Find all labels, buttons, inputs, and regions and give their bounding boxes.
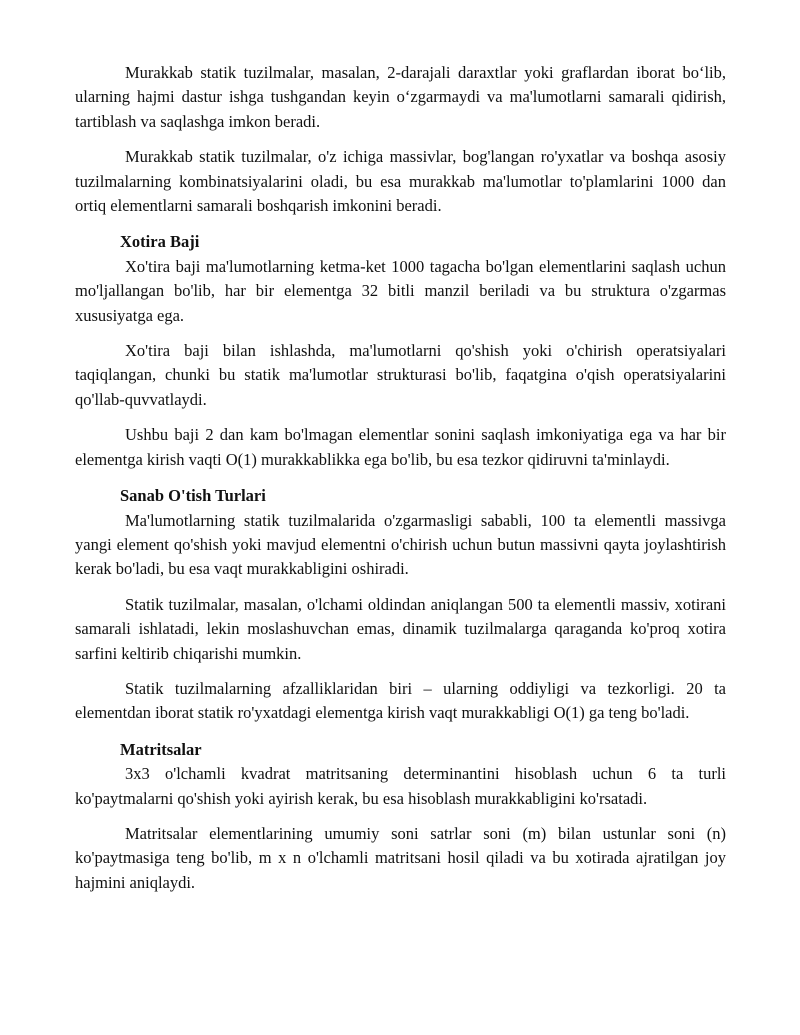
intro-paragraph-1: Murakkab statik tuzilmalar, masalan, 2-darajali daraxtlar yoki graflardan iborat bo‘lib, ularning hajmi dastur ishga tushgandan keyin o‘zgarmaydi va ma'lumotlarni samarali qidirish, tartiblash va saqlashga imkon beradi. bbox=[75, 63, 726, 131]
section-paragraph: Ushbu baji 2 dan kam bo'lmagan elementlar sonini saqlash imkoniyatiga ega va har bir elementga kirish vaqti O(1) murakkablikka ega bo'lib, bu esa tezkor qidiruvni ta'minlaydi. bbox=[75, 425, 726, 469]
section-paragraph: Statik tuzilmalar, masalan, o'lchami oldindan aniqlangan 500 ta elementli massiv, xotirani samarali ishlatadi, lekin moslashuvchan emas, dinamik tuzilmalarga qaraganda ko'proq xotira sarfini keltirib chiqarishi mumkin. bbox=[75, 594, 726, 663]
intro-paragraph-2: Murakkab statik tuzilmalar, o'z ichiga massivlar, bog'langan ro'yxatlar va boshqa asosiy tuzilmalarning kombinatsiyalarini oladi, bu esa murakkab ma'lumotlar to'plamlarini 1000 dan ortiq elementlarni samarali boshqarish imkonini beradi. bbox=[75, 147, 726, 216]
section-heading-matritsalar: Matritsalar bbox=[120, 739, 202, 759]
section-paragraph: Xo'tira baji bilan ishlashda, ma'lumotlarni qo'shish yoki o'chirish operatsiyalari taqiqlangan, chunki bu statik ma'lumotlar strukturasi bo'lib, faqatgina o'qish operatsiyalarini qo'llab-quvvatlaydi. bbox=[75, 341, 726, 409]
section-heading-xotira-baji: Xotira Baji bbox=[120, 232, 200, 252]
section-paragraph: Statik tuzilmalarning afzalliklaridan biri – ularning oddiyligi va tezkorligi. 20 ta elementdan iborat statik ro'yxatdagi elementga kirish vaqt murakkabligi O(1) ga teng bo'ladi. bbox=[75, 678, 726, 723]
document-page bbox=[75, 61, 726, 895]
section-paragraph: Xo'tira baji ma'lumotlarning ketma-ket 1000 tagacha bo'lgan elementlarini saqlash uchun mo'ljallangan bo'lib, har bir elementga 32 bitli manzil beriladi va bu struktura o'zgarmas xususiyatga ega. bbox=[75, 256, 726, 325]
section-paragraph: Ma'lumotlarning statik tuzilmalarida o'zgarmasligi sababli, 100 ta elementli massivga yangi element qo'shish yoki mavjud elementni o'chirish uchun butun massivni qayta joylashtirish kerak bo'ladi, bu esa vaqt murakkabligini oshiradi. bbox=[75, 510, 726, 579]
section-paragraph: Matritsalar elementlarining umumiy soni satrlar soni (m) bilan ustunlar soni (n) ko'paytmasiga teng bo'lib, m x n o'lchamli matritsani hosil qiladi va bu xotirada ajratilgan joy hajmini aniqlaydi. bbox=[75, 823, 726, 892]
section-paragraph: 3x3 o'lchamli kvadrat matritsaning determinantini hisoblash uchun 6 ta turli ko'paytmalarni qo'shish yoki ayirish kerak, bu esa hisoblash murakkabligini ko'rsatadi. bbox=[75, 764, 726, 808]
section-heading-sanab-otish-turlari: Sanab O'tish Turlari bbox=[120, 486, 266, 506]
